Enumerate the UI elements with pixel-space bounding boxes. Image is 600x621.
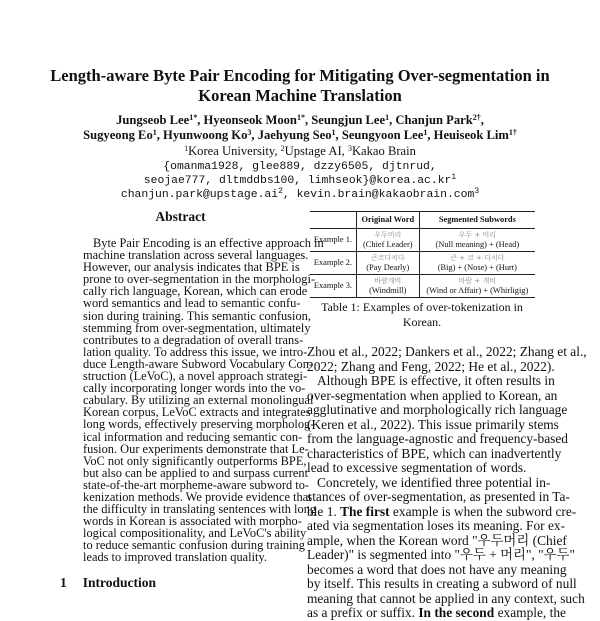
abstract-line: duce Length-aware Subword Vocabulary Con- xyxy=(83,356,314,371)
abstract-line: logical compositionality, and LeVoC's ability xyxy=(83,526,307,541)
title-line: Korean Machine Translation xyxy=(198,86,402,105)
korean-word: 우두머리 xyxy=(374,231,402,239)
abstract-line: words in Korean is associated with morpho- xyxy=(83,514,302,529)
author-affiliation-mark: 1 xyxy=(385,113,390,122)
paper-title xyxy=(40,66,560,106)
affiliation-mark: 3 xyxy=(347,144,352,153)
body-text-line xyxy=(307,474,551,491)
abstract-line: However, our analysis indicates that BPE is xyxy=(83,260,300,275)
section-number: 1 xyxy=(60,575,67,590)
original-word-cell xyxy=(356,252,419,275)
section-title: Introduction xyxy=(82,575,157,590)
title-line: Length-aware Byte Pair Encoding for Mitigating Over-segmentation in xyxy=(50,66,550,85)
bold-phrase: The first xyxy=(340,503,390,519)
abstract-line: VoC not only significantly outperforms BPE, xyxy=(83,453,307,468)
author-name: Seungjun Lee xyxy=(311,113,386,127)
body-text-line xyxy=(307,431,569,447)
english-gloss: (Wind or Affair) + (Whirligig) xyxy=(426,286,529,295)
segmented-subwords-cell xyxy=(419,275,535,298)
row-label: Example 1. xyxy=(310,229,356,252)
author-affiliation-mark: 1† xyxy=(508,128,517,137)
text-segment: ble 1. xyxy=(307,503,341,519)
abstract-line: fusion. Our experiments demonstrate that Le- xyxy=(83,441,309,456)
author-name: Hyeonseok Moon xyxy=(203,113,297,127)
abstract-line: lation quality. To address this issue, we intro- xyxy=(83,344,308,359)
author-emails xyxy=(40,160,560,202)
korean-subwords: 우두 + 머리 xyxy=(458,231,497,239)
body-text-line xyxy=(307,561,567,578)
body-text-line xyxy=(307,461,537,476)
table-caption: Table 1: Examples of over-tokenization in Korean. xyxy=(321,300,523,329)
korean-subwords: 바람 + 개비 xyxy=(458,277,497,285)
affiliation-name: Korea University xyxy=(188,144,275,158)
email-text: seojae777, dltmddbs100, limhseok}@korea.ac.kr xyxy=(143,175,452,187)
table-row xyxy=(310,229,535,252)
segmented-subwords-cell xyxy=(419,252,535,275)
email-mark: 2 xyxy=(278,187,283,196)
body-text-line xyxy=(307,590,585,607)
body-text-line xyxy=(307,489,570,505)
intro-body xyxy=(307,344,587,621)
author-affiliation-mark: 2† xyxy=(472,113,481,122)
body-text-line xyxy=(307,518,566,534)
text-segment: over-segmentation when applied to Korean, an xyxy=(307,387,558,403)
body-text-line xyxy=(307,532,567,549)
abstract-line: Korean corpus, LeVoC extracts and integrates xyxy=(83,405,311,420)
row-label: Example 2. xyxy=(310,252,356,275)
examples-table xyxy=(310,211,535,298)
english-gloss: (Pay Dearly) xyxy=(366,263,410,272)
author-name: Seungyoon Lee xyxy=(341,128,424,142)
email-mark: 1 xyxy=(451,173,457,182)
abstract-line: leads to improved translation quality. xyxy=(83,550,267,565)
author-name: Heuiseok Lim xyxy=(433,128,509,142)
abstract-line: long words, effectively preserving morpholog- xyxy=(83,417,315,432)
abstract-line: stemming from over-segmentation, ultimately xyxy=(83,320,311,335)
author-affiliation-mark: 1* xyxy=(296,113,305,122)
author-name: Hyunwoong Ko xyxy=(163,128,248,142)
abstract-line: the difficulty in translating sentences with long xyxy=(83,502,317,517)
text-segment: from the language-agnostic and frequency-based xyxy=(307,431,569,446)
abstract-line: struction (LeVoC), a novel approach strategi- xyxy=(83,369,308,384)
body-text-line xyxy=(307,344,587,360)
body-text-line xyxy=(307,373,555,389)
english-gloss: (Windmill) xyxy=(369,286,407,295)
text-segment: by itself. This results in creating a subword of null xyxy=(307,576,577,591)
english-gloss: (Big) + (Nose) + (Hurt) xyxy=(437,263,517,272)
korean-word: 바람개비 xyxy=(374,277,402,285)
section-heading-introduction xyxy=(60,575,172,591)
author-name: Sugyeong Eo xyxy=(83,128,153,142)
table-row xyxy=(310,252,535,275)
text-segment: 2022; Zhang and Feng, 2022; He et al., 2022). xyxy=(307,358,555,374)
affiliation-mark: 1 xyxy=(184,144,189,153)
author-affiliation-mark: 3 xyxy=(247,128,252,137)
email-text: chanjun.park@upstage.ai xyxy=(120,189,279,201)
english-gloss: (Chief Leader) xyxy=(363,240,413,249)
affiliation-name: Upstage AI xyxy=(284,144,342,158)
abstract-line: cally rich language, Korean, which can erode xyxy=(83,284,308,299)
abstract-line: to reduce semantic confusion during training xyxy=(83,538,305,553)
author-affiliation-mark: 1 xyxy=(331,128,336,137)
author-line: Jungseob Lee$^{1*}$, Hyeonseok Moon$^{1*}$, Seungjun Lee$^1$, Chanjun Park$^{2\dagger}$, xyxy=(116,113,484,127)
author-name: Jaehyung Seo xyxy=(257,128,332,142)
body-text-line xyxy=(307,605,566,621)
abstract-line: ical information and reducing semantic con- xyxy=(83,429,303,444)
text-segment: example is when the subword cre- xyxy=(389,503,577,519)
row-label: Example 3. xyxy=(313,281,353,290)
affiliation-name: Kakao Brain xyxy=(351,144,416,158)
author-name: Jungseob Lee xyxy=(116,113,190,127)
affiliations: $^1$Korea University, $^2$Upstage AI, $^3$Kakao Brain xyxy=(184,144,416,158)
table-header: Original Word xyxy=(356,212,419,229)
author-affiliation-mark: 1 xyxy=(152,128,157,137)
body-text-line xyxy=(307,402,568,418)
table-row xyxy=(310,275,535,298)
body-text-line xyxy=(307,547,575,563)
author-list xyxy=(40,113,560,143)
affiliation-mark: 2 xyxy=(280,144,285,153)
text-segment: (Keren et al., 2022). This issue primarily stems xyxy=(307,416,559,432)
abstract-heading: Abstract xyxy=(155,209,206,224)
text-segment: lead to excessive segmentation of words. xyxy=(307,460,527,475)
text-segment: example, the xyxy=(494,605,566,620)
abstract-line: machine translation across several languages. xyxy=(83,248,309,263)
text-segment: Leader)" is segmented into "우두 + 머리", "우두" xyxy=(307,547,575,562)
author-line: Sugyeong Eo$^1$, Hyunwoong Ko$^3$, Jaehyung Seo$^1$, Seungyoon Lee$^1$, Heuiseok Lim$^{1\dagger}$ xyxy=(83,128,517,142)
author-affiliation-mark: 1* xyxy=(189,113,198,122)
english-gloss: (Null meaning) + (Head) xyxy=(435,240,520,249)
body-text-line xyxy=(307,358,555,375)
text-segment: characteristics of BPE, which can inadvertently xyxy=(307,445,562,461)
text-segment: Zhou et al., 2022; Dankers et al., 2022; Zhang et al., xyxy=(307,344,587,359)
text-segment: Concretely, we identified three potential in- xyxy=(317,474,551,490)
text-segment: becomes a word that does not have any meaning xyxy=(307,561,567,577)
abstract-line: prone to over-segmentation in the morphologi- xyxy=(83,272,316,287)
segmented-subwords-cell xyxy=(419,229,535,252)
abstract-line: cally incorporating longer words into the vo- xyxy=(83,381,306,396)
text-segment: ated via segmentation loses its meaning. For ex- xyxy=(307,518,566,533)
abstract-line: word semantics and lead to semantic confu- xyxy=(83,296,301,311)
abstract-line: kenization methods. We provide evidence that xyxy=(83,489,312,504)
author-affiliation-mark: 1 xyxy=(423,128,428,137)
abstract-line: Byte Pair Encoding is an effective approach in xyxy=(93,236,324,250)
text-segment: agglutinative and morphologically rich language xyxy=(307,402,568,417)
text-segment: Although BPE is effective, it often results in xyxy=(317,373,555,388)
abstract-line: cabulary. By utilizing an external monolingual xyxy=(83,393,314,408)
original-word-cell xyxy=(356,275,419,298)
body-text-line xyxy=(307,576,577,592)
table-header xyxy=(310,212,356,229)
text-segment: meaning that cannot be applied in any context, such xyxy=(307,590,585,606)
bold-phrase: In the second xyxy=(418,605,495,620)
email-line xyxy=(40,160,560,174)
text-segment: stances of over-segmentation, as presented in Ta- xyxy=(307,489,570,504)
email-mark: 3 xyxy=(474,187,480,196)
text-segment: ample, when the Korean word "우두머리 (Chief xyxy=(307,532,567,548)
email-line xyxy=(40,188,560,202)
email-text: {omanma1928, glee889, dzzy6505, djtnrud, xyxy=(163,161,437,173)
body-text-line xyxy=(307,503,577,520)
abstract-line: sion during training. This semantic confusion, xyxy=(83,308,311,323)
table-header: Segmented Subwords xyxy=(419,212,535,229)
korean-word: 큰코다치다 xyxy=(370,254,405,262)
korean-subwords: 큰 + 코 + 다치다 xyxy=(450,254,505,262)
text-segment: as a prefix or suffix. xyxy=(307,605,419,620)
author-name: Chanjun Park xyxy=(395,113,473,127)
email-line xyxy=(40,174,560,188)
body-text-line xyxy=(307,387,558,404)
abstract-line: but also can be applied to and surpass current xyxy=(83,465,309,480)
email-text: , kevin.brain@kakaobrain.com xyxy=(282,189,475,201)
abstract-line: contributes to a degradation of overall trans- xyxy=(83,332,304,347)
body-text-line xyxy=(307,445,562,462)
abstract-line: state-of-the-art morpheme-aware subword to- xyxy=(83,477,310,492)
original-word-cell xyxy=(356,229,419,252)
body-text-line xyxy=(307,416,559,433)
